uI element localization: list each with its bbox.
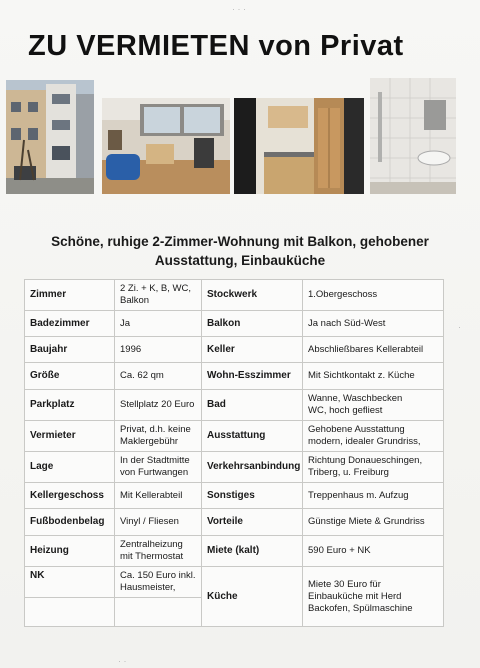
photo-building-exterior xyxy=(6,80,94,194)
row-label: Zimmer xyxy=(25,280,115,311)
row-value: Zentralheizung mit Thermostat xyxy=(115,536,202,567)
empty-cell xyxy=(25,598,115,627)
row-value: 590 Euro + NK xyxy=(303,536,444,567)
table-row xyxy=(25,509,444,536)
row-label: Vorteile xyxy=(202,509,303,536)
row-value: In der Stadtmitte von Furtwangen xyxy=(115,452,202,483)
row-label: NK xyxy=(25,567,115,598)
row-label: Heizung xyxy=(25,536,115,567)
row-label: Balkon xyxy=(202,311,303,337)
row-value: Günstige Miete & Grundriss xyxy=(303,509,444,536)
row-label: Badezimmer xyxy=(25,311,115,337)
table-row xyxy=(25,567,444,598)
photo-bathroom xyxy=(370,78,456,194)
table-row xyxy=(25,536,444,567)
row-label: Sonstiges xyxy=(202,483,303,509)
row-label: Fußbodenbelag xyxy=(25,509,115,536)
scan-speck: · · xyxy=(118,656,127,666)
row-value: Treppenhaus m. Aufzug xyxy=(303,483,444,509)
row-value: 1.Obergeschoss xyxy=(303,280,444,311)
row-value: Mit Kellerabteil xyxy=(115,483,202,509)
row-label: Verkehrsanbindung xyxy=(202,452,303,483)
row-label: Baujahr xyxy=(25,337,115,363)
row-value: Miete 30 Euro für Einbauküche mit Herd Backofen, Spülmaschine xyxy=(303,567,444,627)
row-value: Ca. 150 Euro inkl. Hausmeister, xyxy=(115,567,202,598)
table-row xyxy=(25,452,444,483)
table-row xyxy=(25,421,444,452)
row-label: Kellergeschoss xyxy=(25,483,115,509)
row-value: Ca. 62 qm xyxy=(115,363,202,390)
table-row xyxy=(25,280,444,311)
row-label: Ausstattung xyxy=(202,421,303,452)
row-value: Ja xyxy=(115,311,202,337)
row-label: Keller xyxy=(202,337,303,363)
table-row xyxy=(25,390,444,421)
table-row xyxy=(25,337,444,363)
row-label: Bad xyxy=(202,390,303,421)
row-label: Stockwerk xyxy=(202,280,303,311)
row-value: Ja nach Süd-West xyxy=(303,311,444,337)
row-value: Gehobene Ausstattung modern, idealer Grundriss, xyxy=(303,421,444,452)
row-value: Privat, d.h. keine Maklergebühr xyxy=(115,421,202,452)
row-value: Stellplatz 20 Euro xyxy=(115,390,202,421)
row-value: Richtung Donaueschingen, Triberg, u. Freiburg xyxy=(303,452,444,483)
photo-strip xyxy=(0,0,480,200)
row-value: Vinyl / Fliesen xyxy=(115,509,202,536)
scan-speck: · · · xyxy=(232,4,246,14)
table-row xyxy=(25,363,444,390)
page-title: ZU VERMIETEN von Privat xyxy=(28,30,404,62)
photo-living-room xyxy=(102,98,230,194)
row-label: Vermieter xyxy=(25,421,115,452)
row-value: Wanne, Waschbecken WC, hoch gefliest xyxy=(303,390,444,421)
table-row xyxy=(25,311,444,337)
row-value: 2 Zi. + K, B, WC, Balkon xyxy=(115,280,202,311)
row-value: Mit Sichtkontakt z. Küche xyxy=(303,363,444,390)
row-value: Abschließbares Kellerabteil xyxy=(303,337,444,363)
row-label: Miete (kalt) xyxy=(202,536,303,567)
photo-kitchen xyxy=(234,98,364,194)
scan-speck: · xyxy=(458,322,461,332)
row-label: Lage xyxy=(25,452,115,483)
row-label: Parkplatz xyxy=(25,390,115,421)
table-row xyxy=(25,483,444,509)
listing-subtitle: Schöne, ruhige 2-Zimmer-Wohnung mit Balkon, gehobener Ausstattung, Einbauküche xyxy=(51,234,429,268)
row-label: Größe xyxy=(25,363,115,390)
row-value: 1996 xyxy=(115,337,202,363)
row-label: Wohn-Esszimmer xyxy=(202,363,303,390)
empty-cell xyxy=(115,598,202,627)
row-label: Küche xyxy=(202,567,303,627)
apartment-details-table xyxy=(24,279,444,627)
